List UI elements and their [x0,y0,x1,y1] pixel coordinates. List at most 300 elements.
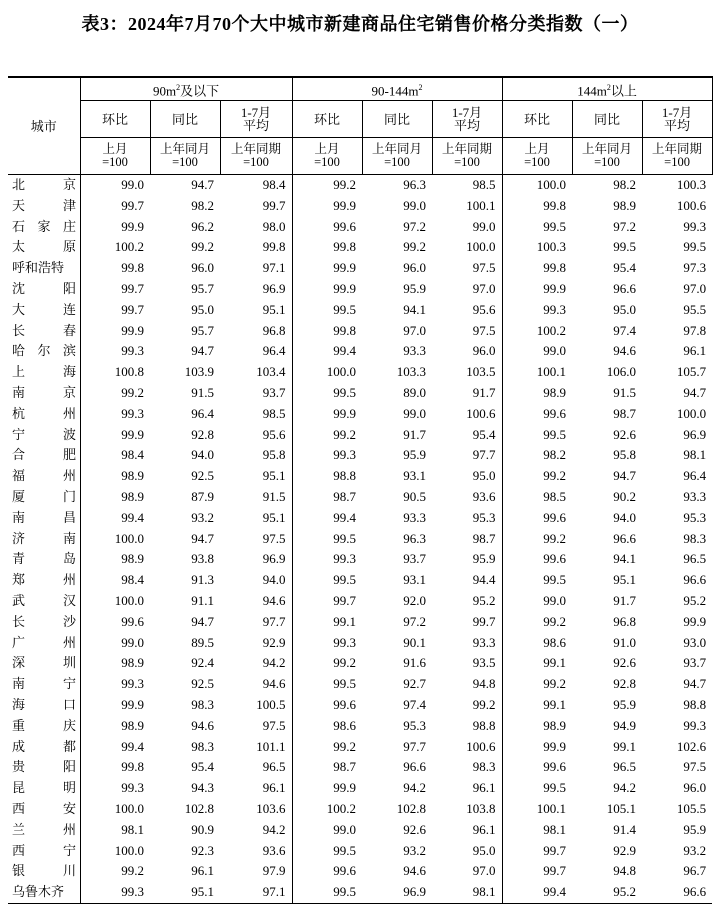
index-value: 91.6 [403,655,427,671]
index-value: 97.1 [220,882,292,903]
index-value: 98.1 [502,820,572,841]
index-value: 92.8 [191,426,214,442]
index-value: 96.1 [683,343,707,359]
city-label: 太 原 [12,239,76,255]
index-value: 98.9 [80,716,150,737]
city-name [8,175,80,196]
index-value: 100.2 [80,237,150,258]
index-value: 99.6 [292,861,362,882]
city-name [8,653,80,674]
index-value: 96.5 [262,759,286,775]
index-value: 98.9 [80,487,150,508]
table-row [8,383,712,404]
index-value: 92.5 [191,676,214,692]
index-value: 99.5 [613,239,637,255]
index-value: 94.8 [472,676,496,692]
city-label: 杭 州 [12,405,76,421]
city-label: 西 宁 [12,842,76,858]
index-value: 92.9 [613,842,637,858]
index-value: 99.1 [502,695,572,716]
index-value: 96.1 [262,780,286,796]
index-value: 97.0 [472,280,496,296]
city-name [8,861,80,882]
index-value: 100.0 [80,841,150,862]
index-value: 100.0 [676,405,707,421]
city-label: 贵 阳 [12,759,76,775]
index-value: 98.5 [472,177,496,192]
index-value: 93.3 [403,343,427,359]
index-value: 90.2 [613,488,637,504]
city-label: 广 州 [12,634,76,650]
index-value: 99.9 [80,321,150,342]
index-value: 94.2 [262,655,286,671]
index-value: 99.2 [403,239,427,255]
index-value: 99.5 [683,239,707,255]
index-value: 94.3 [191,780,214,796]
index-value: 92.7 [403,676,427,692]
index-value: 106.0 [606,364,637,380]
table-row [8,196,712,217]
index-value: 99.9 [292,778,362,799]
index-value: 99.5 [502,217,572,238]
yoy-header: 同比 [572,101,642,138]
group-header-90-144: $90-144m^2$ [292,77,502,101]
city-name [8,487,80,508]
index-value: 97.5 [472,260,496,276]
index-value: 98.8 [292,466,362,487]
table-row [8,175,712,196]
city-label: 成 都 [12,738,76,754]
index-value: 98.9 [80,549,150,570]
index-value: 96.2 [191,218,214,234]
city-label: 天 津 [12,197,76,213]
index-value: 94.6 [613,343,637,359]
yoy-header: 同比 [150,101,220,138]
index-value: 99.9 [292,196,362,217]
index-value: 96.8 [262,322,286,338]
index-value: 100.0 [80,799,150,820]
table-row [8,341,712,362]
city-name [8,425,80,446]
index-value: 99.2 [502,612,572,633]
index-value: 95.2 [683,592,707,608]
index-value: 96.5 [613,759,637,775]
index-value: 94.0 [191,447,214,463]
index-value: 100.3 [502,237,572,258]
table-row [8,653,712,674]
index-value: 99.7 [502,861,572,882]
index-value: 97.0 [403,322,427,338]
city-column-header: 城市 [8,77,80,175]
index-value: 93.7 [262,384,286,400]
index-value: 96.9 [362,882,432,903]
index-value: 94.7 [191,530,214,546]
index-value: 93.2 [403,842,427,858]
city-label: 呼和浩特 [12,260,65,276]
index-value: 97.2 [403,613,427,629]
table-row [8,258,712,279]
city-name [8,383,80,404]
index-value: 99.5 [292,841,362,862]
mom-base-header: 上月 =100 [292,138,362,175]
city-name [8,591,80,612]
index-value: 100.0 [80,529,150,550]
index-value: 99.5 [292,383,362,404]
index-value: 97.4 [613,322,637,338]
index-value: 99.3 [292,445,362,466]
group-header-over-144: $144m^2$以上 [502,77,712,101]
city-label: 银 川 [12,863,76,879]
city-name [8,633,80,654]
city-name [8,362,80,383]
index-value: 99.5 [292,674,362,695]
city-name [8,529,80,550]
index-value: 99.0 [502,591,572,612]
index-value: 92.5 [191,468,214,484]
index-value: 96.1 [472,780,496,796]
index-value: 102.6 [676,738,707,754]
index-value: 90.9 [191,821,214,837]
index-value: 97.5 [262,717,286,733]
index-value: 95.1 [262,509,286,525]
index-value: 95.9 [403,447,427,463]
index-value: 94.7 [191,343,214,359]
index-value: 99.0 [472,218,496,234]
index-value: 96.9 [262,280,286,296]
index-value: 95.2 [472,592,496,608]
index-value: 96.0 [191,260,214,276]
index-value: 99.8 [502,196,572,217]
index-value: 95.8 [613,447,637,463]
index-value: 99.2 [292,653,362,674]
index-value: 94.6 [262,676,286,692]
index-value: 99.8 [80,757,150,778]
index-value: 95.8 [262,447,286,463]
index-value: 94.7 [191,613,214,629]
index-value: 95.6 [262,426,286,442]
index-value: 98.8 [472,717,496,733]
index-value: 99.1 [502,653,572,674]
index-value: 100.1 [502,799,572,820]
table-row [8,591,712,612]
index-value: 94.2 [262,821,286,837]
city-label: 重 庆 [12,717,76,733]
table-row [8,820,712,841]
index-value: 93.0 [683,634,707,650]
index-value: 98.1 [80,820,150,841]
city-name [8,321,80,342]
yoy-header: 同比 [362,101,432,138]
index-value: 103.6 [256,800,286,816]
index-value: 100.0 [502,175,572,196]
index-value: 98.9 [502,383,572,404]
index-value: 96.3 [403,530,427,546]
index-value: 98.2 [191,197,214,213]
index-value: 100.1 [502,362,572,383]
index-value: 102.8 [396,800,427,816]
city-label: 石 家 庄 [12,218,76,234]
table-row [8,695,712,716]
index-value: 99.8 [262,239,286,255]
city-name [8,695,80,716]
index-value: 91.3 [191,572,214,588]
index-value: 95.1 [613,572,637,588]
city-label: 青 岛 [12,551,76,567]
table-row [8,466,712,487]
index-value: 99.5 [502,425,572,446]
index-value: 100.0 [292,362,362,383]
index-value: 98.1 [683,447,707,463]
index-value: 99.3 [292,633,362,654]
index-value: 91.7 [613,592,637,608]
index-value: 93.7 [683,655,707,671]
group-header-under-90: $90m^2$及以下 [80,77,292,101]
index-value: 103.4 [256,364,286,380]
index-value: 99.5 [292,529,362,550]
index-value: 99.8 [502,258,572,279]
index-value: 96.4 [191,405,214,421]
index-value: 95.9 [403,280,427,296]
index-value: 99.2 [292,175,362,196]
index-value: 96.3 [403,177,427,192]
table-row [8,508,712,529]
index-value: 99.4 [502,882,572,903]
index-value: 98.5 [262,405,286,421]
index-value: 98.4 [262,177,286,192]
index-value: 93.8 [191,551,214,567]
index-value: 99.7 [502,841,572,862]
index-value: 100.6 [466,738,496,754]
avg-base-header: 上年同期 =100 [642,138,712,175]
index-value: 93.7 [403,551,427,567]
index-value: 94.6 [191,717,214,733]
mom-base-header: 上月 =100 [502,138,572,175]
index-value: 99.2 [80,861,150,882]
city-name [8,508,80,529]
table-row [8,716,712,737]
city-name [8,404,80,425]
index-value: 97.0 [683,280,707,296]
city-label: 兰 州 [12,821,76,837]
city-name [8,757,80,778]
index-value: 95.3 [472,509,496,525]
index-value: 99.2 [80,383,150,404]
index-value: 96.1 [472,821,496,837]
city-name [8,570,80,591]
index-value: 99.3 [683,717,707,733]
index-value: 100.5 [256,696,286,712]
table-row [8,321,712,342]
table-row [8,237,712,258]
index-value: 98.3 [191,696,214,712]
index-value: 99.8 [292,321,362,342]
index-value: 94.2 [613,780,637,796]
index-value: 99.6 [292,217,362,238]
city-name [8,217,80,238]
index-value: 98.6 [292,716,362,737]
index-value: 93.1 [403,468,427,484]
index-value: 96.9 [262,551,286,567]
index-value: 91.5 [191,384,214,400]
index-value: 92.8 [613,676,637,692]
index-value: 105.1 [606,800,637,816]
index-value: 97.5 [262,530,286,546]
index-value: 92.6 [613,655,637,671]
index-value: 92.3 [191,842,214,858]
index-value: 95.1 [262,301,286,317]
table-row [8,549,712,570]
index-value: 94.7 [683,676,707,692]
index-value: 96.5 [683,551,707,567]
mom-header: 环比 [80,101,150,138]
city-name [8,237,80,258]
index-value: 100.1 [466,197,496,213]
city-label: 海 口 [12,696,76,712]
table-row [8,778,712,799]
index-value: 98.6 [502,633,572,654]
index-value: 99.5 [292,882,362,903]
index-value: 92.0 [403,592,427,608]
index-value: 100.6 [466,405,496,421]
index-value: 97.4 [403,696,427,712]
mom-header: 环比 [292,101,362,138]
index-value: 99.6 [502,404,572,425]
index-value: 95.1 [262,468,286,484]
index-value: 96.6 [403,759,427,775]
city-name [8,674,80,695]
index-value: 99.2 [292,737,362,758]
avg-header: 1-7月 平均 [220,101,292,138]
city-label: 武 汉 [12,592,76,608]
index-value: 99.5 [292,300,362,321]
city-name [8,341,80,362]
index-value: 103.3 [396,364,427,380]
index-value: 99.2 [292,425,362,446]
city-label: 昆 明 [12,780,76,796]
index-value: 99.9 [502,279,572,300]
table-row [8,737,712,758]
index-value: 96.9 [683,426,707,442]
index-value: 98.3 [683,530,707,546]
index-value: 96.6 [613,280,637,296]
index-value: 99.5 [502,570,572,591]
index-value: 99.2 [191,239,214,255]
index-value: 93.3 [403,509,427,525]
avg-base-header: 上年同期 =100 [432,138,502,175]
index-value: 93.3 [472,634,496,650]
table-row [8,487,712,508]
index-value: 97.7 [262,613,286,629]
index-value: 100.6 [676,197,707,213]
index-value: 105.5 [676,800,707,816]
avg-base-header: 上年同期 =100 [220,138,292,175]
index-value: 98.4 [80,570,150,591]
index-value: 98.7 [292,487,362,508]
index-value: 87.9 [191,488,214,504]
index-value: 99.0 [502,341,572,362]
city-label: 长 春 [12,322,76,338]
index-value: 90.1 [403,634,427,650]
index-value: 95.6 [472,301,496,317]
index-value: 96.0 [683,780,707,796]
index-value: 99.6 [502,508,572,529]
index-value: 99.3 [80,674,150,695]
mom-header: 环比 [502,101,572,138]
index-value: 99.1 [613,738,637,754]
city-label: 郑 州 [12,572,76,588]
city-name [8,882,80,903]
index-value: 100.2 [292,799,362,820]
city-name [8,279,80,300]
index-value: 99.9 [80,695,150,716]
table-row [8,445,712,466]
table-row [8,799,712,820]
city-label: 长 沙 [12,613,76,629]
table-row [8,674,712,695]
index-value: 98.9 [613,197,637,213]
index-value: 97.5 [683,759,707,775]
city-name [8,799,80,820]
index-value: 94.0 [613,509,637,525]
index-value: 99.2 [472,696,496,712]
index-value: 99.9 [292,404,362,425]
index-value: 98.3 [191,738,214,754]
city-label: 济 南 [12,530,76,546]
city-name [8,549,80,570]
city-name [8,196,80,217]
index-value: 99.1 [292,612,362,633]
index-value: 96.4 [683,468,707,484]
index-value: 92.6 [613,426,637,442]
index-value: 96.6 [613,530,637,546]
city-name [8,258,80,279]
index-value: 98.4 [80,445,150,466]
index-value: 98.7 [472,530,496,546]
index-value: 99.7 [80,196,150,217]
index-value: 98.2 [502,445,572,466]
index-value: 97.2 [613,218,637,234]
index-value: 99.6 [80,612,150,633]
index-value: 95.9 [683,821,707,837]
table-row [8,404,712,425]
city-label: 福 州 [12,468,76,484]
index-value: 91.5 [613,384,637,400]
index-value: 99.8 [292,237,362,258]
table-row [8,217,712,238]
index-value: 99.7 [262,197,286,213]
index-value: 99.4 [292,508,362,529]
index-value: 97.3 [683,260,707,276]
index-value: 96.4 [262,343,286,359]
index-value: 98.9 [502,716,572,737]
index-value: 94.7 [613,468,637,484]
city-label: 大 连 [12,301,76,317]
index-value: 97.1 [262,260,286,276]
index-value: 100.0 [80,591,150,612]
index-value: 99.9 [80,217,150,238]
index-value: 95.5 [683,301,707,317]
index-value: 93.1 [403,572,427,588]
index-value: 100.0 [466,239,496,255]
avg-header: 1-7月 平均 [642,101,712,138]
index-value: 97.0 [472,863,496,879]
city-label: 深 圳 [12,655,76,671]
index-value: 99.3 [80,341,150,362]
index-value: 91.1 [191,592,214,608]
index-value: 95.7 [191,322,214,338]
index-value: 99.3 [80,404,150,425]
index-value: 95.9 [472,551,496,567]
